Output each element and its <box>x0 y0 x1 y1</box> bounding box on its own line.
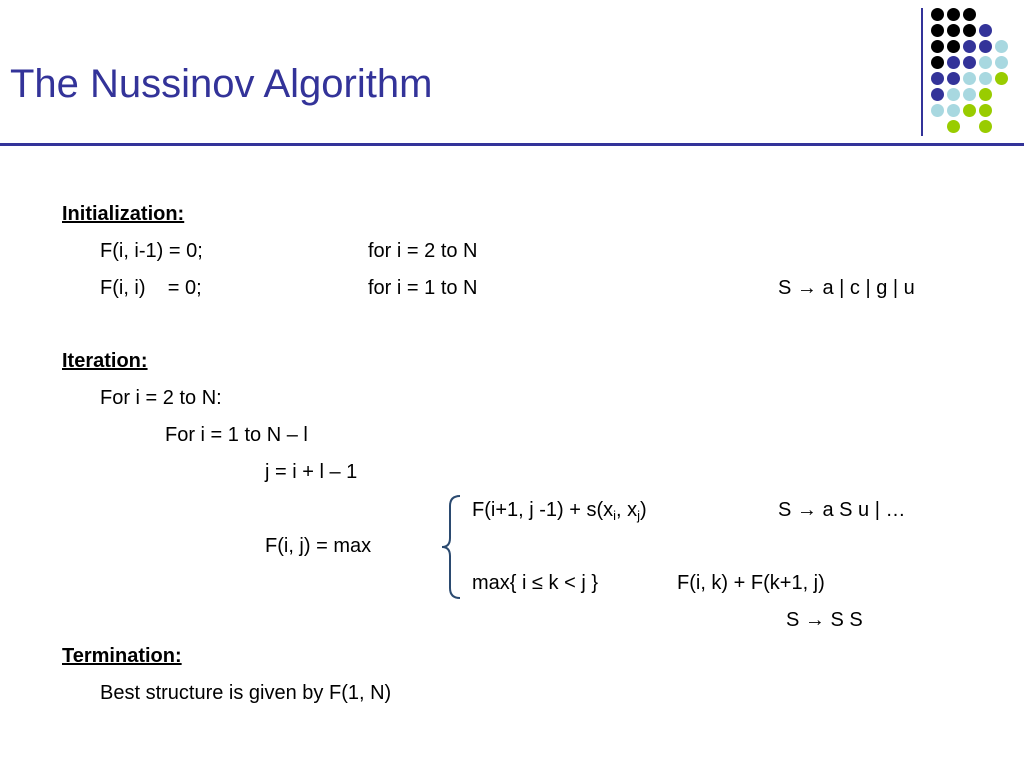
dot <box>963 8 976 21</box>
case-pair-mid: , x <box>616 499 638 521</box>
dot <box>979 56 992 69</box>
recurrence-case-pair <box>472 498 647 522</box>
dot <box>979 88 992 101</box>
dot <box>963 56 976 69</box>
dot <box>995 72 1008 85</box>
dot <box>931 88 944 101</box>
grammar-rule-bifurcation: S → S S <box>786 609 863 631</box>
subscript-j: j <box>637 508 641 523</box>
termination-line: Best structure is given by F(1, N) <box>100 682 392 704</box>
dot <box>947 88 960 101</box>
dot <box>963 88 976 101</box>
title-underline <box>0 143 1024 146</box>
dot <box>963 24 976 37</box>
iteration-heading: Iteration: <box>62 350 148 372</box>
subscript-i: i <box>613 508 617 523</box>
init-range-2: for i = 1 to N <box>368 277 478 299</box>
dot <box>947 56 960 69</box>
termination-heading: Termination: <box>62 645 182 667</box>
init-range-1: for i = 2 to N <box>368 240 478 262</box>
dot <box>979 72 992 85</box>
dot <box>931 8 944 21</box>
decorative-vertical-rule <box>921 8 923 136</box>
dot <box>995 56 1008 69</box>
dot <box>947 104 960 117</box>
dot <box>963 72 976 85</box>
dot <box>931 40 944 53</box>
dot <box>947 8 960 21</box>
case-bifurcation-range: max{ i ≤ k < j } <box>472 572 599 594</box>
dot <box>979 24 992 37</box>
grammar-rule-unpaired: S → a | c | g | u <box>778 277 915 299</box>
dot <box>979 40 992 53</box>
init-expr-1: F(i, i-1) = 0; <box>100 240 203 262</box>
dot <box>979 104 992 117</box>
init-expr-2: F(i, i) = 0; <box>100 277 202 299</box>
dot <box>947 72 960 85</box>
left-brace-icon <box>440 494 464 600</box>
dot <box>963 40 976 53</box>
initialization-heading: Initialization: <box>62 203 185 225</box>
case-pair-prefix: F(i+1, j -1) + s(x <box>472 499 614 521</box>
dot <box>979 120 992 133</box>
case-bifurcation-expr: F(i, k) + F(k+1, j) <box>677 572 825 594</box>
slide-title: The Nussinov Algorithm <box>10 62 433 106</box>
outer-loop: For i = 2 to N: <box>100 387 222 409</box>
dot <box>931 56 944 69</box>
j-assignment: j = i + l – 1 <box>265 461 358 483</box>
grammar-rule-pair: S → a S u | … <box>778 499 906 521</box>
dot <box>931 104 944 117</box>
dot <box>931 24 944 37</box>
dot <box>947 24 960 37</box>
dot <box>931 72 944 85</box>
max-label: F(i, j) = max <box>265 535 372 557</box>
dot <box>995 40 1008 53</box>
dot <box>947 120 960 133</box>
inner-loop: For i = 1 to N – l <box>165 424 308 446</box>
case-pair-suffix: ) <box>640 499 647 521</box>
dot <box>963 104 976 117</box>
dot <box>947 40 960 53</box>
